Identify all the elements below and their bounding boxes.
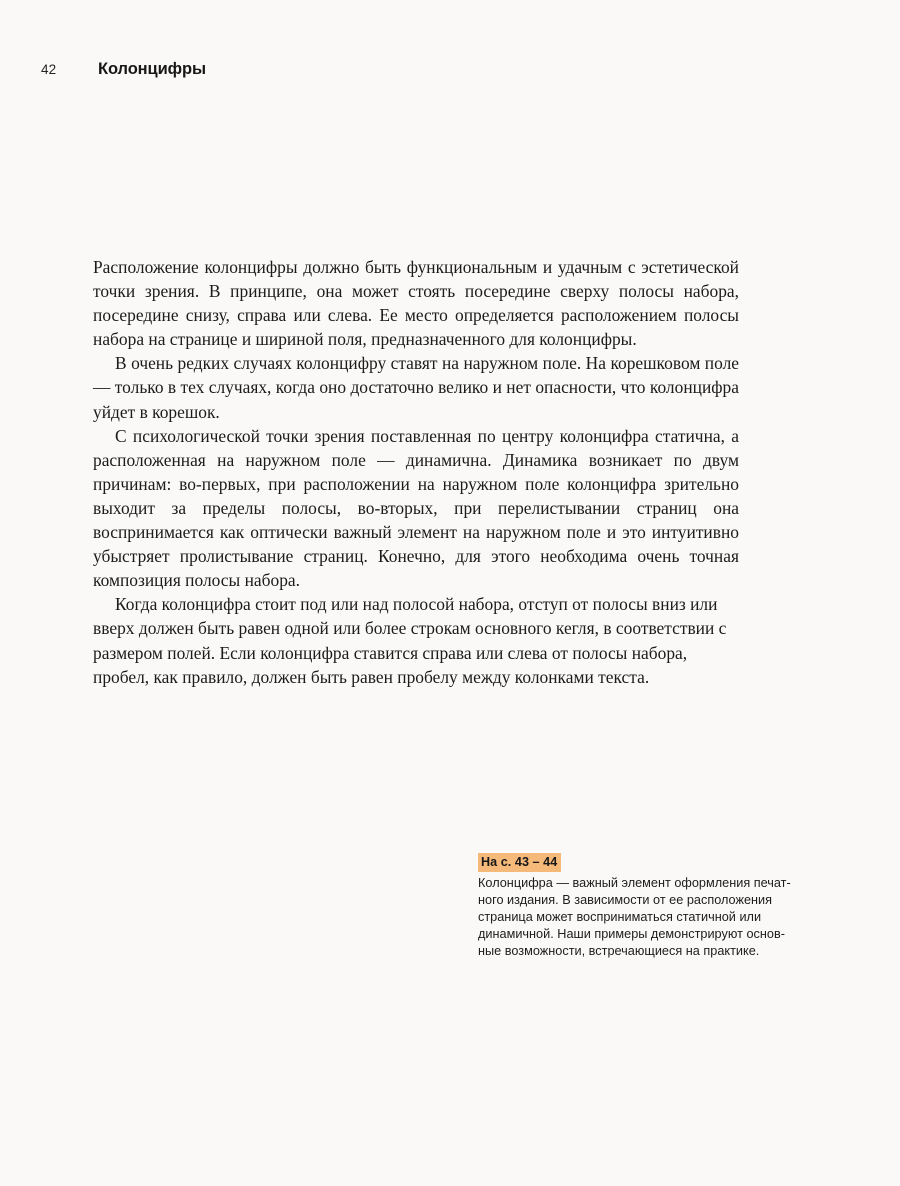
side-caption — [478, 853, 793, 960]
body-paragraph: В очень редких случаях колонцифру ставят на наружном поле. На корешковом поле — только в тех случаях, когда оно достаточно велико и нет опасности, что колонцифра уйдет в корешок. — [93, 353, 739, 422]
running-head — [0, 58, 900, 82]
body-paragraph: С психологической точки зрения поставленная по центру колонцифра статична, а расположенная на наружном поле — динамична. Динамика возникает по двум причинам: во-первых, при расположении на наружном поле колонцифра зрительно выходит за пределы полосы, во-вторых, при перелистывании страниц она воспринимается как оптически важный элемент на наружном поле и это интуитивно убыстряет пролистывание страниц. Конечно, для этого необходима очень точная композиция полосы набора. — [93, 425, 739, 591]
body-paragraph: Расположение колонцифры должно быть функциональным и удачным с эстетической точки зрения. В принципе, она может стоять посередине сверху полосы набора, посередине снизу, справа или слева. Ее место определяется расположением полосы набора на странице и шириной поля, предназначенного для колонцифры. — [93, 257, 739, 350]
caption-body — [478, 875, 793, 960]
page-number: 42 — [41, 62, 57, 77]
caption-line: ного издания. В зависимости от ее расположения — [478, 893, 773, 908]
caption-line: Колонцифра — важный элемент оформления печат- — [478, 876, 791, 890]
caption-heading-wrap — [478, 853, 793, 872]
running-head-title: Колонцифры — [98, 60, 206, 78]
caption-line: страница может восприниматься статичной или — [478, 910, 762, 925]
caption-line: динамичной. Наши примеры демонстрируют основ- — [478, 927, 785, 942]
caption-heading-highlight: На с. 43 – 44 — [478, 853, 561, 872]
body-paragraph: Когда колонцифра стоит под или над полосой набора, отступ от полосы вниз или вверх должен быть равен одной или более строкам основного кегля, в соответствии с размером полей. Если колонцифра ставится справа или слева от полосы набора, пробел, как правило, должен быть равен пробелу между колонками текста. — [93, 594, 727, 687]
caption-line: ные возможности, встречающиеся на практике. — [478, 944, 760, 959]
body-text-column — [93, 255, 739, 689]
